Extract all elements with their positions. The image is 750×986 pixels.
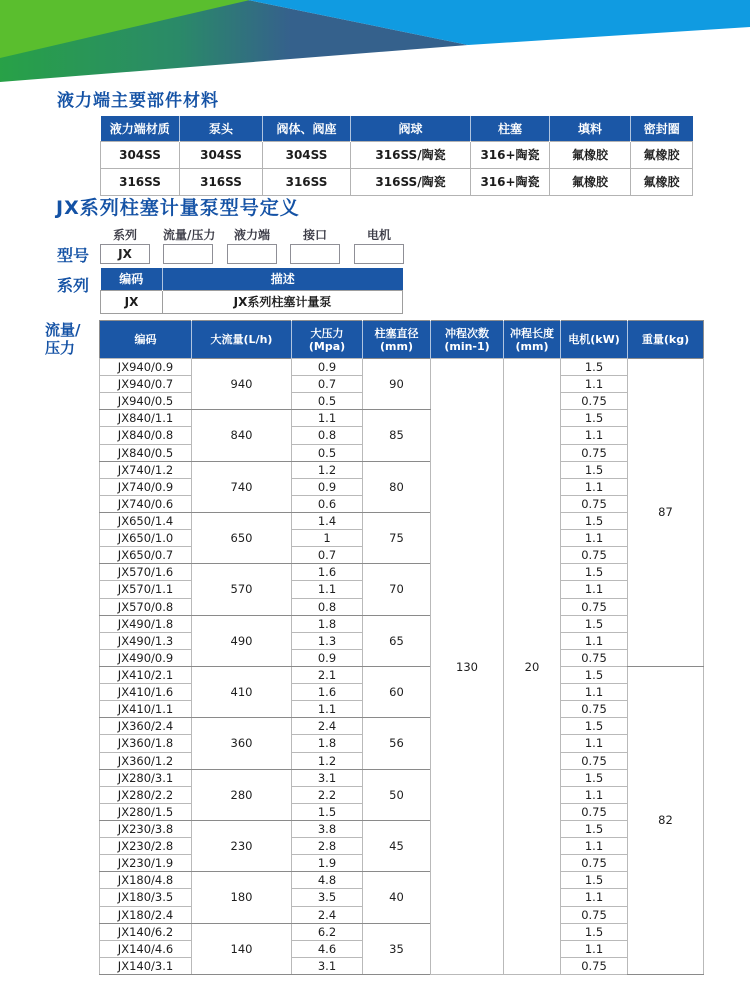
diameter-cell: 50 <box>363 769 431 820</box>
code-cell: JX230/3.8 <box>100 820 192 837</box>
pressure-cell: 4.8 <box>292 872 363 889</box>
series-cell: JX系列柱塞计量泵 <box>163 290 403 313</box>
materials-cell: 氟橡胶 <box>631 168 693 195</box>
code-cell: JX840/0.8 <box>100 427 192 444</box>
motor-cell: 1.1 <box>561 889 628 906</box>
motor-cell: 1.1 <box>561 735 628 752</box>
motor-cell: 0.75 <box>561 444 628 461</box>
materials-cell: 316+陶瓷 <box>471 168 550 195</box>
motor-cell: 1.1 <box>561 786 628 803</box>
model-field-1 <box>100 227 150 264</box>
model-field-3 <box>227 227 277 264</box>
flow-rate-cell: 490 <box>192 615 292 666</box>
code-cell: JX280/3.1 <box>100 769 192 786</box>
diameter-cell: 90 <box>363 359 431 410</box>
flow-pressure-table-body <box>100 359 704 975</box>
flow-pressure-table-header <box>100 321 704 359</box>
flow-rate-cell: 140 <box>192 923 292 974</box>
code-cell: JX360/1.8 <box>100 735 192 752</box>
diameter-cell: 35 <box>363 923 431 974</box>
pressure-cell: 1.1 <box>292 410 363 427</box>
code-cell: JX740/0.6 <box>100 495 192 512</box>
pressure-cell: 1.4 <box>292 512 363 529</box>
series-header-cell: 描述 <box>163 268 403 290</box>
motor-cell: 1.5 <box>561 564 628 581</box>
code-cell: JX740/1.2 <box>100 461 192 478</box>
code-cell: JX180/4.8 <box>100 872 192 889</box>
series-section-label: 系列 <box>57 276 90 295</box>
materials-header-cell: 液力端材质 <box>101 116 180 141</box>
model-field-box <box>163 244 213 264</box>
code-cell: JX650/0.7 <box>100 547 192 564</box>
materials-table <box>100 116 693 196</box>
pressure-cell: 3.1 <box>292 957 363 974</box>
flow-row <box>100 923 704 940</box>
flow-header-cell <box>100 321 192 359</box>
flow-rate-cell: 360 <box>192 718 292 769</box>
pressure-cell: 0.8 <box>292 427 363 444</box>
code-cell: JX280/2.2 <box>100 786 192 803</box>
flow-rate-cell: 180 <box>192 872 292 923</box>
series-header-row <box>101 268 403 290</box>
flow-row <box>100 872 704 889</box>
pressure-cell: 1.2 <box>292 461 363 478</box>
motor-cell: 1.5 <box>561 718 628 735</box>
flow-header-line: 柱塞直径 <box>374 326 419 340</box>
code-cell: JX570/1.6 <box>100 564 192 581</box>
pressure-cell: 0.8 <box>292 598 363 615</box>
code-cell: JX840/1.1 <box>100 410 192 427</box>
materials-header-cell: 阀体、阀座 <box>263 116 351 141</box>
motor-cell: 0.75 <box>561 598 628 615</box>
materials-cell: 氟橡胶 <box>550 168 631 195</box>
flow-rate-cell: 650 <box>192 512 292 563</box>
motor-cell: 1.1 <box>561 684 628 701</box>
pressure-cell: 1.8 <box>292 615 363 632</box>
code-cell: JX180/2.4 <box>100 906 192 923</box>
pressure-cell: 3.1 <box>292 769 363 786</box>
motor-cell: 0.75 <box>561 649 628 666</box>
flow-row <box>100 359 704 376</box>
code-cell: JX570/0.8 <box>100 598 192 615</box>
pressure-cell: 1.6 <box>292 564 363 581</box>
model-code-fields <box>100 227 420 267</box>
flow-header-line: 冲程长度 <box>510 326 554 340</box>
flow-header-line: (mm) <box>515 339 549 353</box>
materials-cell: 304SS <box>263 141 351 168</box>
series-cell: JX <box>101 290 163 313</box>
flow-rate-cell: 740 <box>192 461 292 512</box>
motor-cell: 1.5 <box>561 666 628 683</box>
motor-cell: 1.5 <box>561 359 628 376</box>
flow-header-cell <box>292 321 363 359</box>
motor-cell: 1.1 <box>561 581 628 598</box>
model-row-label: 型号 <box>57 246 90 265</box>
code-cell: JX280/1.5 <box>100 803 192 820</box>
motor-cell: 1.1 <box>561 427 628 444</box>
code-cell: JX740/0.9 <box>100 478 192 495</box>
diameter-cell: 60 <box>363 666 431 717</box>
flow-header-cell <box>192 321 292 359</box>
motor-cell: 1.1 <box>561 376 628 393</box>
motor-cell: 1.1 <box>561 940 628 957</box>
flow-rate-cell: 280 <box>192 769 292 820</box>
series-table-header <box>101 268 403 290</box>
diameter-cell: 56 <box>363 718 431 769</box>
model-field-box <box>354 244 404 264</box>
flow-row <box>100 769 704 786</box>
diameter-cell: 70 <box>363 564 431 615</box>
materials-header-cell: 柱塞 <box>471 116 550 141</box>
stroke-length-cell: 20 <box>504 359 561 975</box>
flow-row <box>100 512 704 529</box>
pressure-cell: 3.8 <box>292 820 363 837</box>
motor-cell: 0.75 <box>561 957 628 974</box>
code-cell: JX490/1.8 <box>100 615 192 632</box>
model-field-label: 流量/压力 <box>163 228 216 242</box>
code-cell: JX140/4.6 <box>100 940 192 957</box>
motor-cell: 0.75 <box>561 906 628 923</box>
flow-header-line: 大流量(L/h) <box>210 333 273 346</box>
flow-header-line: 电机(kW) <box>568 333 620 346</box>
flow-row <box>100 820 704 837</box>
flow-row <box>100 564 704 581</box>
banner-decoration <box>0 0 750 85</box>
motor-cell: 1.5 <box>561 820 628 837</box>
flow-header-line: (mm) <box>380 339 413 353</box>
pressure-cell: 0.6 <box>292 495 363 512</box>
model-field-5 <box>354 227 404 264</box>
pressure-cell: 2.4 <box>292 718 363 735</box>
pressure-cell: 2.4 <box>292 906 363 923</box>
code-cell: JX230/2.8 <box>100 838 192 855</box>
code-cell: JX410/2.1 <box>100 666 192 683</box>
code-cell: JX940/0.5 <box>100 393 192 410</box>
pressure-cell: 0.9 <box>292 359 363 376</box>
flow-header-cell <box>628 321 704 359</box>
flow-rate-cell: 570 <box>192 564 292 615</box>
code-cell: JX360/2.4 <box>100 718 192 735</box>
flow-rate-cell: 230 <box>192 820 292 871</box>
code-cell: JX490/0.9 <box>100 649 192 666</box>
motor-cell: 1.1 <box>561 632 628 649</box>
pressure-cell: 6.2 <box>292 923 363 940</box>
pressure-cell: 3.5 <box>292 889 363 906</box>
series-table <box>100 268 403 314</box>
pressure-cell: 0.9 <box>292 649 363 666</box>
materials-row <box>101 141 693 168</box>
code-cell: JX140/3.1 <box>100 957 192 974</box>
series-row <box>101 290 403 313</box>
materials-section-title: 液力端主要部件材料 <box>57 91 219 111</box>
pressure-cell: 0.5 <box>292 393 363 410</box>
flow-header-cell <box>504 321 561 359</box>
series-header-cell: 编码 <box>101 268 163 290</box>
flow-header-line: 编码 <box>134 333 157 346</box>
flow-header-line: 冲程次数 <box>445 326 489 340</box>
materials-cell: 316SS <box>180 168 263 195</box>
code-cell: JX490/1.3 <box>100 632 192 649</box>
flow-pressure-section-label <box>45 321 80 357</box>
flow-header-row <box>100 321 704 359</box>
pressure-cell: 1.5 <box>292 803 363 820</box>
materials-header-cell: 密封圈 <box>631 116 693 141</box>
flow-row <box>100 615 704 632</box>
motor-cell: 0.75 <box>561 855 628 872</box>
pressure-cell: 0.5 <box>292 444 363 461</box>
motor-cell: 1.5 <box>561 461 628 478</box>
materials-cell: 304SS <box>180 141 263 168</box>
motor-cell: 0.75 <box>561 547 628 564</box>
pressure-cell: 1.1 <box>292 701 363 718</box>
flow-header-line: 大压力 <box>310 326 344 340</box>
materials-header-row <box>101 116 693 141</box>
materials-cell: 304SS <box>101 141 180 168</box>
pressure-cell: 0.9 <box>292 478 363 495</box>
motor-cell: 1.5 <box>561 769 628 786</box>
materials-cell: 氟橡胶 <box>631 141 693 168</box>
flow-pressure-label-line2: 压力 <box>45 339 76 357</box>
flow-row <box>100 461 704 478</box>
materials-cell: 316+陶瓷 <box>471 141 550 168</box>
model-field-label: 系列 <box>112 228 137 242</box>
pressure-cell: 2.8 <box>292 838 363 855</box>
flow-pressure-table <box>99 320 704 975</box>
model-definition-title: JX系列柱塞计量泵型号定义 <box>56 197 300 219</box>
code-cell: JX180/3.5 <box>100 889 192 906</box>
materials-table-header <box>101 116 693 141</box>
pressure-cell: 0.7 <box>292 376 363 393</box>
model-field-box <box>290 244 340 264</box>
materials-header-cell: 填料 <box>550 116 631 141</box>
materials-cell: 316SS <box>101 168 180 195</box>
code-cell: JX940/0.9 <box>100 359 192 376</box>
diameter-cell: 80 <box>363 461 431 512</box>
pressure-cell: 1.8 <box>292 735 363 752</box>
weight-cell: 82 <box>628 666 704 974</box>
flow-rate-cell: 940 <box>192 359 292 410</box>
flow-header-line: (min-1) <box>444 339 490 353</box>
code-cell: JX650/1.0 <box>100 530 192 547</box>
flow-header-line: 重量(kg) <box>641 333 690 346</box>
motor-cell: 0.75 <box>561 803 628 820</box>
diameter-cell: 65 <box>363 615 431 666</box>
flow-row <box>100 718 704 735</box>
motor-cell: 1.1 <box>561 838 628 855</box>
pressure-cell: 2.2 <box>292 786 363 803</box>
motor-cell: 1.5 <box>561 615 628 632</box>
diameter-cell: 40 <box>363 872 431 923</box>
flow-rate-cell: 410 <box>192 666 292 717</box>
flow-row <box>100 666 704 683</box>
pressure-cell: 1.3 <box>292 632 363 649</box>
pressure-cell: 1.2 <box>292 752 363 769</box>
flow-header-cell <box>561 321 628 359</box>
motor-cell: 1.5 <box>561 872 628 889</box>
motor-cell: 1.1 <box>561 530 628 547</box>
motor-cell: 1.1 <box>561 478 628 495</box>
motor-cell: 1.5 <box>561 512 628 529</box>
code-cell: JX840/0.5 <box>100 444 192 461</box>
materials-cell: 316SS <box>263 168 351 195</box>
pressure-cell: 2.1 <box>292 666 363 683</box>
flow-header-cell <box>431 321 504 359</box>
motor-cell: 1.5 <box>561 410 628 427</box>
diameter-cell: 45 <box>363 820 431 871</box>
motor-cell: 0.75 <box>561 701 628 718</box>
flow-header-cell <box>363 321 431 359</box>
materials-cell: 316SS/陶瓷 <box>351 141 471 168</box>
materials-table-body <box>101 141 693 195</box>
flow-rate-cell: 840 <box>192 410 292 461</box>
model-field-label: 接口 <box>302 228 327 242</box>
code-cell: JX570/1.1 <box>100 581 192 598</box>
motor-cell: 1.5 <box>561 923 628 940</box>
materials-cell: 氟橡胶 <box>550 141 631 168</box>
motor-cell: 0.75 <box>561 393 628 410</box>
model-field-box: JX <box>100 244 150 264</box>
code-cell: JX410/1.1 <box>100 701 192 718</box>
materials-cell: 316SS/陶瓷 <box>351 168 471 195</box>
model-field-label: 电机 <box>366 228 391 242</box>
pressure-cell: 1.1 <box>292 581 363 598</box>
code-cell: JX650/1.4 <box>100 512 192 529</box>
code-cell: JX940/0.7 <box>100 376 192 393</box>
flow-header-line: (Mpa) <box>308 339 346 353</box>
motor-cell: 0.75 <box>561 752 628 769</box>
diameter-cell: 85 <box>363 410 431 461</box>
code-cell: JX230/1.9 <box>100 855 192 872</box>
pressure-cell: 4.6 <box>292 940 363 957</box>
stroke-rate-cell: 130 <box>431 359 504 975</box>
code-cell: JX140/6.2 <box>100 923 192 940</box>
pressure-cell: 1.9 <box>292 855 363 872</box>
model-field-box <box>227 244 277 264</box>
pressure-cell: 0.7 <box>292 547 363 564</box>
flow-pressure-label-line1: 流量/ <box>45 321 81 339</box>
code-cell: JX410/1.6 <box>100 684 192 701</box>
weight-cell: 87 <box>628 359 704 667</box>
materials-row <box>101 168 693 195</box>
model-field-2 <box>163 227 216 264</box>
code-cell: JX360/1.2 <box>100 752 192 769</box>
materials-header-cell: 阀球 <box>351 116 471 141</box>
diameter-cell: 75 <box>363 512 431 563</box>
series-table-body <box>101 290 403 313</box>
model-field-4 <box>290 227 340 264</box>
model-field-label: 液力端 <box>233 228 270 242</box>
pressure-cell: 1.6 <box>292 684 363 701</box>
flow-row <box>100 410 704 427</box>
pressure-cell: 1 <box>292 530 363 547</box>
motor-cell: 0.75 <box>561 495 628 512</box>
materials-header-cell: 泵头 <box>180 116 263 141</box>
